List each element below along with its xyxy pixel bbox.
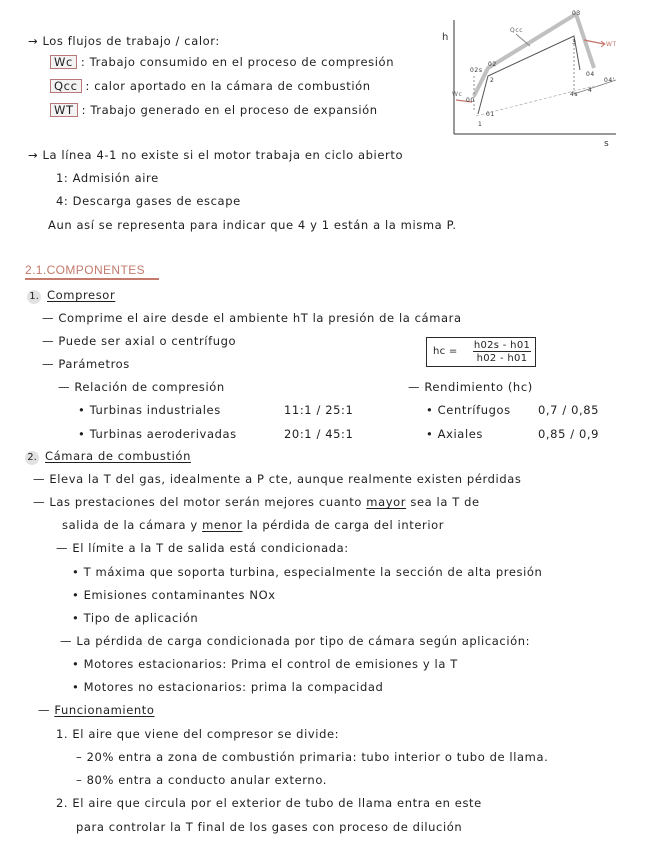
qcc-tag: Qcc — [50, 79, 82, 93]
wc-tag: Wc — [50, 55, 77, 69]
compresor-b2: — Puede ser axial o centrífugo — [42, 334, 237, 348]
relacion-row-value: 20:1 / 45:1 — [284, 427, 354, 441]
rendimiento-row-value: 0,7 / 0,85 — [538, 403, 600, 417]
func-step-2-cont: para controlar la T final de los gases con proceso de dilución — [76, 820, 463, 834]
limite-item: • T máxima que soporta turbina, especialmente la sección de alta presión — [72, 565, 543, 579]
wc-label: Wc — [452, 91, 463, 98]
cycle-line-1: → La línea 4-1 no existe si el motor trabaja en ciclo abierto — [28, 148, 404, 162]
cycle-path — [478, 36, 580, 114]
limite-item: • Tipo de aplicación — [72, 611, 199, 625]
cycle-line-3: 4: Descarga gases de escape — [56, 194, 241, 208]
point-4s: 4s — [570, 91, 579, 98]
hs-diagram — [438, 6, 618, 148]
qcc-text: : calor aportado en la cámara de combustión — [85, 79, 371, 93]
point-02s: 02s — [470, 67, 483, 74]
section-divider — [25, 278, 159, 280]
formula-denominator: h02 - h01 — [476, 353, 528, 364]
camara-b2-text: sea la T de — [406, 495, 480, 509]
camara-b2-text: — Las prestaciones del motor serán mejores cuanto — [33, 495, 367, 509]
flow-item-qcc — [50, 79, 371, 94]
relacion-compresion: — Relación de compresión — [58, 380, 225, 394]
limite-item: • Emisiones contaminantes NOx — [72, 588, 276, 602]
wc-text: : Trabajo consumido en el proceso de compresión — [80, 55, 395, 69]
flow-item-wc — [50, 55, 394, 70]
rendimiento-row-value: 0,85 / 0,9 — [538, 427, 600, 441]
point-02: 02 — [488, 61, 497, 68]
perdida-heading: — La pérdida de carga condicionada por tipo de cámara según aplicación: — [60, 634, 531, 648]
camara-b2-line2 — [62, 518, 444, 533]
camara-heading — [25, 449, 191, 465]
func-step-1: 1. El aire que viene del compresor se divide: — [56, 727, 340, 741]
point-00: 00 — [466, 97, 475, 104]
rendimiento-heading: — Rendimiento (hc) — [408, 380, 533, 394]
wt-tag: WT — [50, 103, 78, 117]
camara-b2-line1 — [33, 495, 480, 510]
rendimiento-row-label: • Centrífugos — [426, 403, 511, 417]
formula-bar — [473, 351, 531, 352]
funcionamiento-heading — [38, 703, 155, 718]
func-step-1a: – 20% entra a zona de combustión primaria: tubo interior o tubo de llama. — [76, 750, 549, 764]
h-axis-label: h — [442, 32, 449, 43]
perdida-item: • Motores no estacionarios: prima la compacidad — [72, 680, 384, 694]
camara-number: 2. — [25, 451, 39, 465]
wt-label: WT — [606, 41, 617, 48]
compresor-heading — [27, 288, 115, 304]
func-step-1b: – 80% entra a conducto anular externo. — [76, 773, 328, 787]
limite-heading: — El límite a la T de salida está condicionada: — [56, 541, 349, 555]
point-04p: 04' — [604, 77, 616, 84]
cycle-line-2: 1: Admisión aire — [56, 171, 159, 185]
flows-intro: → Los flujos de trabajo / calor: — [28, 34, 220, 48]
formula-lhs: hc = — [433, 346, 458, 357]
point-4: 4 — [588, 87, 593, 94]
wt-text: : Trabajo generado en el proceso de expansión — [81, 103, 378, 117]
point-2: 2 — [490, 77, 495, 84]
point-04: 04 — [586, 71, 595, 78]
relacion-row-label: • Turbinas aeroderivadas — [78, 427, 237, 441]
compresor-b3: — Parámetros — [42, 357, 130, 371]
point-01: 01 — [486, 111, 495, 118]
func-dash: — — [38, 703, 55, 717]
section-title: 2.1.COMPONENTES — [25, 263, 146, 277]
s-axis-label: s — [604, 139, 610, 148]
func-step-2: 2. El aire que circula por el exterior de tubo de llama entra en este — [56, 796, 482, 810]
camara-b1: — Eleva la T del gas, idealmente a P cte, aunque realmente existen pérdidas — [33, 472, 522, 486]
qcc-label: Qcc — [510, 27, 524, 34]
camara-b2-text: la pérdida de carga del interior — [242, 518, 445, 532]
efficiency-formula — [426, 337, 536, 367]
cycle-line-4: Aun así se representa para indicar que 4 y 1 están a la misma P. — [48, 218, 457, 232]
camara-title: Cámara de combustión — [45, 449, 191, 463]
camara-b2-text: salida de la cámara y — [62, 518, 203, 532]
relacion-row-label: • Turbinas industriales — [78, 403, 221, 417]
rendimiento-row-label: • Axiales — [426, 427, 484, 441]
point-3: 3 — [572, 39, 577, 46]
compresor-b1: — Comprime el aire desde el ambiente hT la presión de la cámara — [42, 311, 462, 325]
perdida-item: • Motores estacionarios: Prima el control de emisiones y la T — [72, 657, 458, 671]
point-1: 1 — [478, 121, 483, 128]
compresor-number: 1. — [27, 290, 41, 304]
compresor-title: Compresor — [47, 288, 116, 302]
funcionamiento-title: Funcionamiento — [54, 703, 155, 717]
emphasis-mayor: mayor — [366, 495, 407, 509]
point-03: 03 — [572, 10, 581, 17]
relacion-row-value: 11:1 / 25:1 — [284, 403, 354, 417]
emphasis-menor: menor — [202, 518, 243, 532]
flow-item-wt — [50, 103, 378, 118]
formula-numerator: h02s - h01 — [473, 340, 531, 351]
